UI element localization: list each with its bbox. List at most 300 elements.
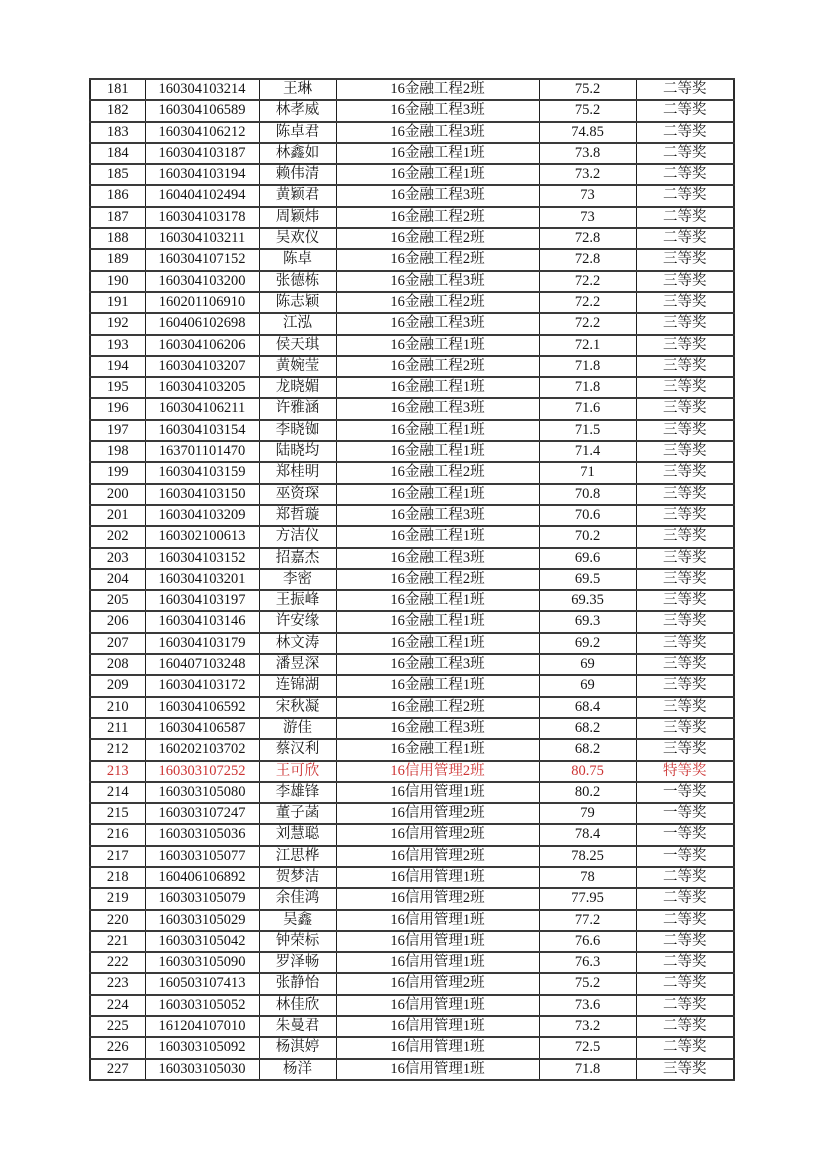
table-row: [90, 377, 734, 398]
cell-student-id: 160304106587: [145, 718, 259, 739]
cell-score: 71.5: [539, 420, 636, 441]
cell-award: 三等奖: [636, 633, 734, 654]
cell-student-name: 杨淇婷: [259, 1037, 336, 1058]
cell-class: 16金融工程3班: [336, 271, 539, 292]
cell-student-id: 160304107152: [145, 249, 259, 270]
table-row: [90, 633, 734, 654]
table-row: [90, 143, 734, 164]
cell-rank: 194: [90, 356, 145, 377]
cell-award: 三等奖: [636, 377, 734, 398]
cell-rank: 181: [90, 79, 145, 100]
cell-score: 76.3: [539, 952, 636, 973]
cell-student-name: 张德栋: [259, 271, 336, 292]
cell-student-name: 陈卓: [259, 249, 336, 270]
cell-score: 72.8: [539, 228, 636, 249]
cell-rank: 211: [90, 718, 145, 739]
cell-class: 16信用管理1班: [336, 1059, 539, 1080]
cell-rank: 206: [90, 611, 145, 632]
cell-student-name: 招嘉杰: [259, 548, 336, 569]
cell-student-id: 160304103146: [145, 611, 259, 632]
cell-score: 70.6: [539, 505, 636, 526]
cell-class: 16金融工程1班: [336, 377, 539, 398]
cell-student-name: 许安缘: [259, 611, 336, 632]
table-row: [90, 207, 734, 228]
cell-score: 71.8: [539, 356, 636, 377]
cell-class: 16金融工程3班: [336, 122, 539, 143]
cell-student-name: 江泓: [259, 313, 336, 334]
cell-rank: 208: [90, 654, 145, 675]
cell-student-name: 郑桂明: [259, 462, 336, 483]
cell-score: 69.35: [539, 590, 636, 611]
cell-student-id: 160303105036: [145, 824, 259, 845]
cell-award: 三等奖: [636, 718, 734, 739]
cell-student-name: 李雄锋: [259, 782, 336, 803]
cell-score: 76.6: [539, 931, 636, 952]
cell-score: 75.2: [539, 973, 636, 994]
cell-student-id: 160304103205: [145, 377, 259, 398]
cell-rank: 195: [90, 377, 145, 398]
cell-student-id: 160303105092: [145, 1037, 259, 1058]
cell-award: 一等奖: [636, 782, 734, 803]
cell-class: 16金融工程2班: [336, 249, 539, 270]
table-row: [90, 228, 734, 249]
cell-class: 16信用管理2班: [336, 803, 539, 824]
cell-class: 16金融工程3班: [336, 313, 539, 334]
cell-award: 三等奖: [636, 569, 734, 590]
cell-score: 72.2: [539, 313, 636, 334]
cell-student-id: 161204107010: [145, 1016, 259, 1037]
table-row: [90, 505, 734, 526]
cell-rank: 197: [90, 420, 145, 441]
cell-student-id: 160304103159: [145, 462, 259, 483]
cell-award: 三等奖: [636, 356, 734, 377]
cell-class: 16金融工程3班: [336, 100, 539, 121]
cell-award: 二等奖: [636, 185, 734, 206]
cell-award: 二等奖: [636, 910, 734, 931]
cell-class: 16金融工程2班: [336, 207, 539, 228]
table-row: [90, 931, 734, 952]
table-row: [90, 1059, 734, 1080]
cell-class: 16金融工程2班: [336, 79, 539, 100]
cell-class: 16金融工程1班: [336, 633, 539, 654]
cell-class: 16金融工程3班: [336, 398, 539, 419]
cell-student-name: 吴欢仪: [259, 228, 336, 249]
cell-award: 三等奖: [636, 1059, 734, 1080]
cell-student-name: 黄颖君: [259, 185, 336, 206]
cell-score: 80.2: [539, 782, 636, 803]
cell-student-name: 钟荣标: [259, 931, 336, 952]
table-row: [90, 569, 734, 590]
cell-student-name: 周颖炜: [259, 207, 336, 228]
cell-student-id: 160304103150: [145, 484, 259, 505]
cell-class: 16信用管理2班: [336, 846, 539, 867]
cell-score: 68.2: [539, 718, 636, 739]
cell-rank: 215: [90, 803, 145, 824]
cell-award: 二等奖: [636, 207, 734, 228]
cell-award: 二等奖: [636, 995, 734, 1016]
cell-class: 16信用管理1班: [336, 931, 539, 952]
cell-class: 16金融工程3班: [336, 505, 539, 526]
cell-class: 16金融工程1班: [336, 335, 539, 356]
cell-student-name: 罗泽畅: [259, 952, 336, 973]
cell-rank: 226: [90, 1037, 145, 1058]
table-row: [90, 867, 734, 888]
cell-student-id: 160304106589: [145, 100, 259, 121]
cell-student-name: 蔡汉利: [259, 739, 336, 760]
table-row: [90, 271, 734, 292]
cell-student-id: 160304103214: [145, 79, 259, 100]
cell-class: 16信用管理2班: [336, 973, 539, 994]
cell-class: 16金融工程3班: [336, 654, 539, 675]
cell-award: 二等奖: [636, 143, 734, 164]
cell-rank: 198: [90, 441, 145, 462]
cell-score: 71.8: [539, 1059, 636, 1080]
cell-student-id: 160304103201: [145, 569, 259, 590]
cell-class: 16金融工程3班: [336, 548, 539, 569]
cell-rank: 182: [90, 100, 145, 121]
table-row: [90, 675, 734, 696]
table-row: [90, 697, 734, 718]
cell-rank: 187: [90, 207, 145, 228]
cell-award: 一等奖: [636, 803, 734, 824]
cell-rank: 193: [90, 335, 145, 356]
cell-rank: 209: [90, 675, 145, 696]
cell-score: 73.2: [539, 1016, 636, 1037]
cell-student-id: 160303105077: [145, 846, 259, 867]
cell-class: 16金融工程1班: [336, 526, 539, 547]
cell-student-name: 陆晓均: [259, 441, 336, 462]
cell-class: 16金融工程1班: [336, 484, 539, 505]
cell-student-name: 贺梦洁: [259, 867, 336, 888]
cell-award: 一等奖: [636, 846, 734, 867]
cell-student-id: 160304103178: [145, 207, 259, 228]
cell-rank: 185: [90, 164, 145, 185]
cell-rank: 213: [90, 761, 145, 782]
cell-score: 72.2: [539, 271, 636, 292]
cell-award: 二等奖: [636, 100, 734, 121]
cell-class: 16金融工程1班: [336, 164, 539, 185]
table-row: [90, 761, 734, 782]
student-award-table: [89, 78, 735, 1081]
cell-award: 三等奖: [636, 505, 734, 526]
cell-class: 16信用管理1班: [336, 995, 539, 1016]
cell-student-name: 林孝威: [259, 100, 336, 121]
cell-rank: 223: [90, 973, 145, 994]
cell-student-name: 陈志颖: [259, 292, 336, 313]
cell-student-id: 160304106592: [145, 697, 259, 718]
cell-rank: 190: [90, 271, 145, 292]
table-row: [90, 462, 734, 483]
cell-student-id: 160304103187: [145, 143, 259, 164]
cell-student-id: 160303105079: [145, 888, 259, 909]
cell-student-name: 林佳欣: [259, 995, 336, 1016]
table-row: [90, 398, 734, 419]
table-row: [90, 313, 734, 334]
cell-rank: 218: [90, 867, 145, 888]
table-row: [90, 782, 734, 803]
cell-score: 71.4: [539, 441, 636, 462]
table-row: [90, 548, 734, 569]
cell-award: 三等奖: [636, 548, 734, 569]
cell-rank: 184: [90, 143, 145, 164]
table-row: [90, 611, 734, 632]
cell-student-id: 160304106211: [145, 398, 259, 419]
cell-student-name: 方洁仪: [259, 526, 336, 547]
cell-student-id: 160304103154: [145, 420, 259, 441]
table-row: [90, 739, 734, 760]
cell-rank: 217: [90, 846, 145, 867]
cell-student-name: 吴鑫: [259, 910, 336, 931]
cell-rank: 192: [90, 313, 145, 334]
cell-student-id: 160303105030: [145, 1059, 259, 1080]
cell-award: 一等奖: [636, 824, 734, 845]
cell-score: 69: [539, 654, 636, 675]
cell-class: 16金融工程2班: [336, 697, 539, 718]
cell-student-id: 160406106892: [145, 867, 259, 888]
cell-class: 16金融工程2班: [336, 356, 539, 377]
cell-rank: 191: [90, 292, 145, 313]
cell-rank: 224: [90, 995, 145, 1016]
table-row: [90, 824, 734, 845]
cell-award: 三等奖: [636, 697, 734, 718]
cell-award: 三等奖: [636, 654, 734, 675]
cell-score: 75.2: [539, 79, 636, 100]
table-row: [90, 846, 734, 867]
cell-student-name: 连锦湖: [259, 675, 336, 696]
cell-student-name: 李晓铷: [259, 420, 336, 441]
cell-class: 16金融工程2班: [336, 228, 539, 249]
cell-rank: 219: [90, 888, 145, 909]
cell-student-name: 龙晓媚: [259, 377, 336, 398]
cell-rank: 188: [90, 228, 145, 249]
cell-score: 78.25: [539, 846, 636, 867]
cell-award: 三等奖: [636, 313, 734, 334]
cell-student-name: 王琳: [259, 79, 336, 100]
table-row: [90, 910, 734, 931]
cell-score: 77.95: [539, 888, 636, 909]
cell-student-name: 王可欣: [259, 761, 336, 782]
cell-award: 三等奖: [636, 249, 734, 270]
cell-class: 16信用管理1班: [336, 952, 539, 973]
cell-student-name: 陈卓君: [259, 122, 336, 143]
cell-award: 三等奖: [636, 441, 734, 462]
cell-student-id: 160303105042: [145, 931, 259, 952]
cell-student-id: 160303107252: [145, 761, 259, 782]
table-row: [90, 484, 734, 505]
cell-score: 73: [539, 207, 636, 228]
cell-award: 三等奖: [636, 526, 734, 547]
cell-student-id: 160304106206: [145, 335, 259, 356]
cell-award: 特等奖: [636, 761, 734, 782]
cell-rank: 214: [90, 782, 145, 803]
cell-rank: 210: [90, 697, 145, 718]
cell-student-id: 160304103207: [145, 356, 259, 377]
cell-student-name: 江思桦: [259, 846, 336, 867]
cell-award: 三等奖: [636, 335, 734, 356]
cell-student-id: 160303105080: [145, 782, 259, 803]
cell-class: 16金融工程1班: [336, 143, 539, 164]
cell-class: 16信用管理2班: [336, 888, 539, 909]
table-row: [90, 79, 734, 100]
table-row: [90, 718, 734, 739]
cell-class: 16金融工程1班: [336, 441, 539, 462]
cell-class: 16金融工程1班: [336, 675, 539, 696]
table-row: [90, 995, 734, 1016]
cell-score: 70.2: [539, 526, 636, 547]
cell-student-id: 160304103209: [145, 505, 259, 526]
cell-class: 16信用管理1班: [336, 867, 539, 888]
cell-student-name: 林文涛: [259, 633, 336, 654]
cell-award: 三等奖: [636, 739, 734, 760]
cell-award: 三等奖: [636, 420, 734, 441]
cell-student-id: 160304103211: [145, 228, 259, 249]
cell-rank: 203: [90, 548, 145, 569]
cell-class: 16信用管理2班: [336, 824, 539, 845]
cell-student-name: 宋秋凝: [259, 697, 336, 718]
table-row: [90, 292, 734, 313]
cell-class: 16信用管理1班: [336, 1016, 539, 1037]
cell-student-id: 160201106910: [145, 292, 259, 313]
cell-student-name: 潘昱深: [259, 654, 336, 675]
table-row: [90, 249, 734, 270]
cell-student-name: 余佳鸿: [259, 888, 336, 909]
cell-student-name: 张静怡: [259, 973, 336, 994]
cell-class: 16金融工程3班: [336, 185, 539, 206]
table-row: [90, 100, 734, 121]
cell-score: 72.2: [539, 292, 636, 313]
cell-student-name: 杨洋: [259, 1059, 336, 1080]
cell-student-name: 游佳: [259, 718, 336, 739]
cell-class: 16金融工程3班: [336, 718, 539, 739]
table-row: [90, 335, 734, 356]
cell-award: 三等奖: [636, 484, 734, 505]
cell-rank: 222: [90, 952, 145, 973]
cell-rank: 225: [90, 1016, 145, 1037]
cell-student-id: 163701101470: [145, 441, 259, 462]
cell-class: 16金融工程2班: [336, 569, 539, 590]
cell-rank: 207: [90, 633, 145, 654]
cell-score: 69.2: [539, 633, 636, 654]
cell-score: 74.85: [539, 122, 636, 143]
cell-award: 二等奖: [636, 952, 734, 973]
table-row: [90, 888, 734, 909]
cell-student-name: 林鑫如: [259, 143, 336, 164]
table-row: [90, 654, 734, 675]
table-row: [90, 420, 734, 441]
cell-rank: 183: [90, 122, 145, 143]
cell-score: 79: [539, 803, 636, 824]
cell-rank: 186: [90, 185, 145, 206]
cell-rank: 216: [90, 824, 145, 845]
table-row: [90, 973, 734, 994]
cell-score: 77.2: [539, 910, 636, 931]
cell-student-id: 160303105090: [145, 952, 259, 973]
cell-award: 二等奖: [636, 79, 734, 100]
cell-award: 二等奖: [636, 931, 734, 952]
cell-student-name: 赖伟清: [259, 164, 336, 185]
table-row: [90, 122, 734, 143]
cell-score: 71: [539, 462, 636, 483]
table-row: [90, 803, 734, 824]
cell-rank: 201: [90, 505, 145, 526]
cell-award: 二等奖: [636, 1037, 734, 1058]
cell-class: 16信用管理1班: [336, 782, 539, 803]
cell-score: 69.3: [539, 611, 636, 632]
cell-student-name: 郑哲璇: [259, 505, 336, 526]
cell-student-id: 160406102698: [145, 313, 259, 334]
cell-student-id: 160304103197: [145, 590, 259, 611]
cell-score: 78.4: [539, 824, 636, 845]
cell-award: 二等奖: [636, 973, 734, 994]
cell-score: 73.6: [539, 995, 636, 1016]
table-row: [90, 590, 734, 611]
cell-student-name: 李密: [259, 569, 336, 590]
cell-score: 68.4: [539, 697, 636, 718]
cell-score: 70.8: [539, 484, 636, 505]
cell-student-id: 160404102494: [145, 185, 259, 206]
cell-rank: 205: [90, 590, 145, 611]
cell-score: 68.2: [539, 739, 636, 760]
cell-class: 16金融工程1班: [336, 739, 539, 760]
cell-student-name: 刘慧聪: [259, 824, 336, 845]
cell-score: 69: [539, 675, 636, 696]
cell-award: 三等奖: [636, 675, 734, 696]
table-row: [90, 185, 734, 206]
cell-rank: 189: [90, 249, 145, 270]
cell-student-name: 侯天琪: [259, 335, 336, 356]
cell-student-name: 许雅涵: [259, 398, 336, 419]
table-row: [90, 356, 734, 377]
cell-score: 73.2: [539, 164, 636, 185]
cell-class: 16金融工程1班: [336, 611, 539, 632]
cell-student-name: 朱曼君: [259, 1016, 336, 1037]
cell-award: 二等奖: [636, 1016, 734, 1037]
cell-student-id: 160303105029: [145, 910, 259, 931]
cell-class: 16信用管理2班: [336, 761, 539, 782]
cell-rank: 212: [90, 739, 145, 760]
cell-score: 73.8: [539, 143, 636, 164]
cell-score: 71.6: [539, 398, 636, 419]
cell-student-id: 160202103702: [145, 739, 259, 760]
cell-student-id: 160503107413: [145, 973, 259, 994]
table-row: [90, 441, 734, 462]
cell-student-id: 160304103200: [145, 271, 259, 292]
cell-student-id: 160304103172: [145, 675, 259, 696]
cell-student-id: 160304103194: [145, 164, 259, 185]
cell-student-id: 160303107247: [145, 803, 259, 824]
table-row: [90, 526, 734, 547]
cell-award: 二等奖: [636, 888, 734, 909]
cell-student-id: 160303105052: [145, 995, 259, 1016]
cell-student-name: 黄婉莹: [259, 356, 336, 377]
table-row: [90, 1037, 734, 1058]
cell-award: 三等奖: [636, 611, 734, 632]
cell-class: 16金融工程1班: [336, 420, 539, 441]
cell-rank: 199: [90, 462, 145, 483]
cell-award: 三等奖: [636, 292, 734, 313]
cell-class: 16信用管理1班: [336, 910, 539, 931]
cell-score: 72.1: [539, 335, 636, 356]
cell-class: 16金融工程2班: [336, 462, 539, 483]
cell-award: 二等奖: [636, 228, 734, 249]
cell-student-name: 巫资琛: [259, 484, 336, 505]
cell-student-id: 160304103152: [145, 548, 259, 569]
cell-award: 二等奖: [636, 164, 734, 185]
cell-student-id: 160302100613: [145, 526, 259, 547]
cell-score: 72.5: [539, 1037, 636, 1058]
table-row: [90, 952, 734, 973]
cell-award: 三等奖: [636, 271, 734, 292]
